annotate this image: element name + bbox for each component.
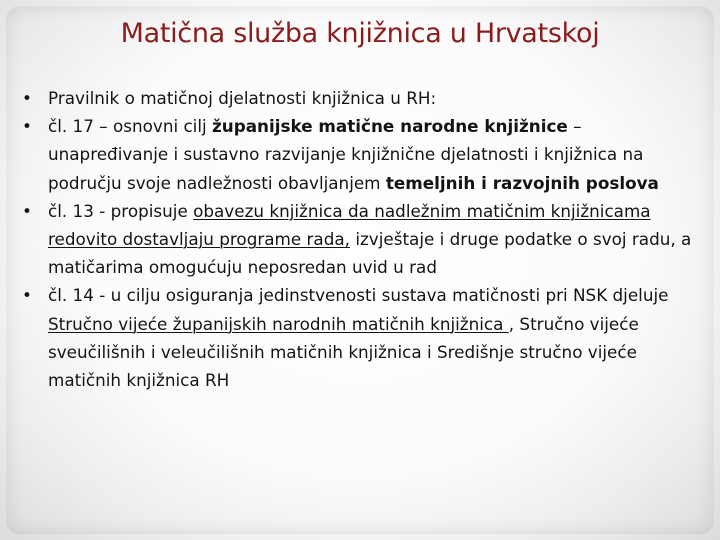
bold-phrase-zupanijske: županijske matične narodne knjižnice (212, 116, 568, 137)
bullet-item-4 (22, 281, 698, 394)
bullet-item-3 (22, 197, 698, 282)
bold-phrase-temeljnih: temeljnih i razvojnih poslova (385, 172, 659, 193)
bullet-text: čl. 13 - propisuje (48, 200, 194, 221)
bullet-text: Pravilnik o matičnoj djelatnosti knjižnica u RH: (48, 88, 437, 108)
bullet-item-1 (22, 84, 698, 112)
bullet-item-2 (22, 112, 698, 197)
slide-title: Matična služba knjižnica u Hrvatskoj (120, 18, 600, 49)
bullet-list (22, 84, 698, 394)
bullet-dot: • (22, 285, 32, 306)
bullet-text: , Stručno vijeće sveučilišnih i veleučilišnih matičnih knjižnica i Središnje stručno vijeće matičnih knjižnica RH (48, 313, 639, 391)
bullet-dot: • (22, 88, 32, 108)
bullet-text: čl. 17 – osnovni cilj (48, 116, 212, 137)
bullet-text: – unapređivanje i sustavno razvijanje knjižnične djelatnosti i knjižnica na području svoje nadležnosti obavljanjem (48, 116, 644, 193)
bullet-text: izvještaje i druge podatke o svoj radu, a matičarima omogućuju neposredan uvid u rad (48, 229, 692, 278)
bullet-dot: • (22, 200, 32, 221)
underlined-phrase-strucno-vijece: Stručno vijeće županijskih narodnih matičnih knjižnica (48, 313, 509, 334)
underlined-phrase-obaveza: obavezu knjižnica da nadležnim matičnim knjižnicama redovito dostavljaju programe rada, (48, 200, 651, 250)
bullet-dot: • (22, 116, 32, 137)
bullet-text: čl. 14 - u cilju osiguranja jedinstvenosti sustava matičnosti pri NSK djeluje (48, 285, 669, 306)
